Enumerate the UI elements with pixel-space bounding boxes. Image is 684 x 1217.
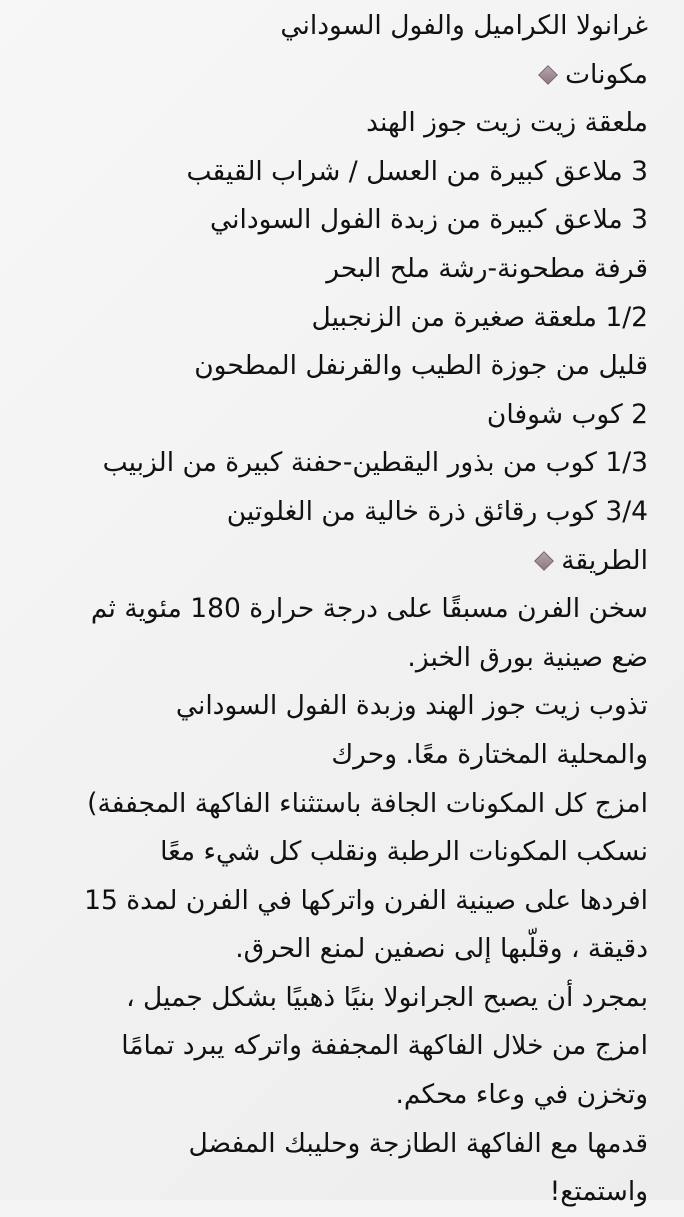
ingredients-heading-label: مكونات — [565, 58, 648, 90]
method-line: افردها على صينية الفرن واتركها في الفرن لمدة 15 — [84, 884, 648, 916]
method-line: بمجرد أن يصبح الجرانولا بنيًا ذهبيًا بشكل جميل ، — [126, 981, 648, 1013]
ingredients-heading — [24, 51, 648, 100]
ingredient-line: 1/2 ملعقة صغيرة من الزنجبيل — [311, 301, 648, 333]
method-line: امزج من خلال الفاكهة المجففة واتركه يبرد تمامًا — [121, 1030, 648, 1062]
method-line: والمحلية المختارة معًا. وحرك — [331, 738, 648, 770]
method-line: ضع صينية بورق الخبز. — [407, 641, 648, 673]
method-line: امزج كل المكونات الجافة باستثناء الفاكهة المجففة) — [87, 787, 648, 819]
method-line: وتخزن في وعاء محكم. — [395, 1079, 648, 1111]
ingredient-line: ملعقة زيت زيت جوز الهند — [366, 107, 648, 139]
method-line: دقيقة ، وقلّبها إلى نصفين لمنع الحرق. — [235, 933, 648, 965]
method-line: تذوب زيت جوز الهند وزبدة الفول السوداني — [175, 690, 648, 722]
ingredient-line: 3 ملاعق كبيرة من العسل / شراب القيقب — [186, 155, 648, 187]
method-line: واستمتع! — [549, 1176, 648, 1208]
recipe-title: غرانولا الكراميل والفول السوداني — [280, 10, 648, 41]
diamond-icon — [533, 550, 555, 572]
method-heading-label: الطريقة — [561, 544, 648, 576]
ingredient-line: 1/3 كوب من بذور اليقطين-حفنة كبيرة من الزبيب — [102, 447, 648, 479]
ingredient-line: قرفة مطحونة-رشة ملح البحر — [326, 252, 648, 284]
ingredient-line: 3/4 كوب رقائق ذرة خالية من الغلوتين — [226, 495, 648, 527]
ingredient-line: قليل من جوزة الطيب والقرنفل المطحون — [194, 350, 648, 382]
diamond-icon — [537, 64, 559, 86]
ingredient-line: 2 كوب شوفان — [486, 398, 648, 430]
ingredient-line: 3 ملاعق كبيرة من زبدة الفول السوداني — [210, 204, 648, 236]
method-line: قدمها مع الفاكهة الطازجة وحليبك المفضل — [188, 1127, 648, 1159]
method-line: سخن الفرن مسبقًا على درجة حرارة 180 مئوية ثم — [90, 593, 648, 625]
method-line: نسكب المكونات الرطبة ونقلب كل شيء معًا — [160, 836, 648, 868]
method-heading — [24, 537, 648, 586]
